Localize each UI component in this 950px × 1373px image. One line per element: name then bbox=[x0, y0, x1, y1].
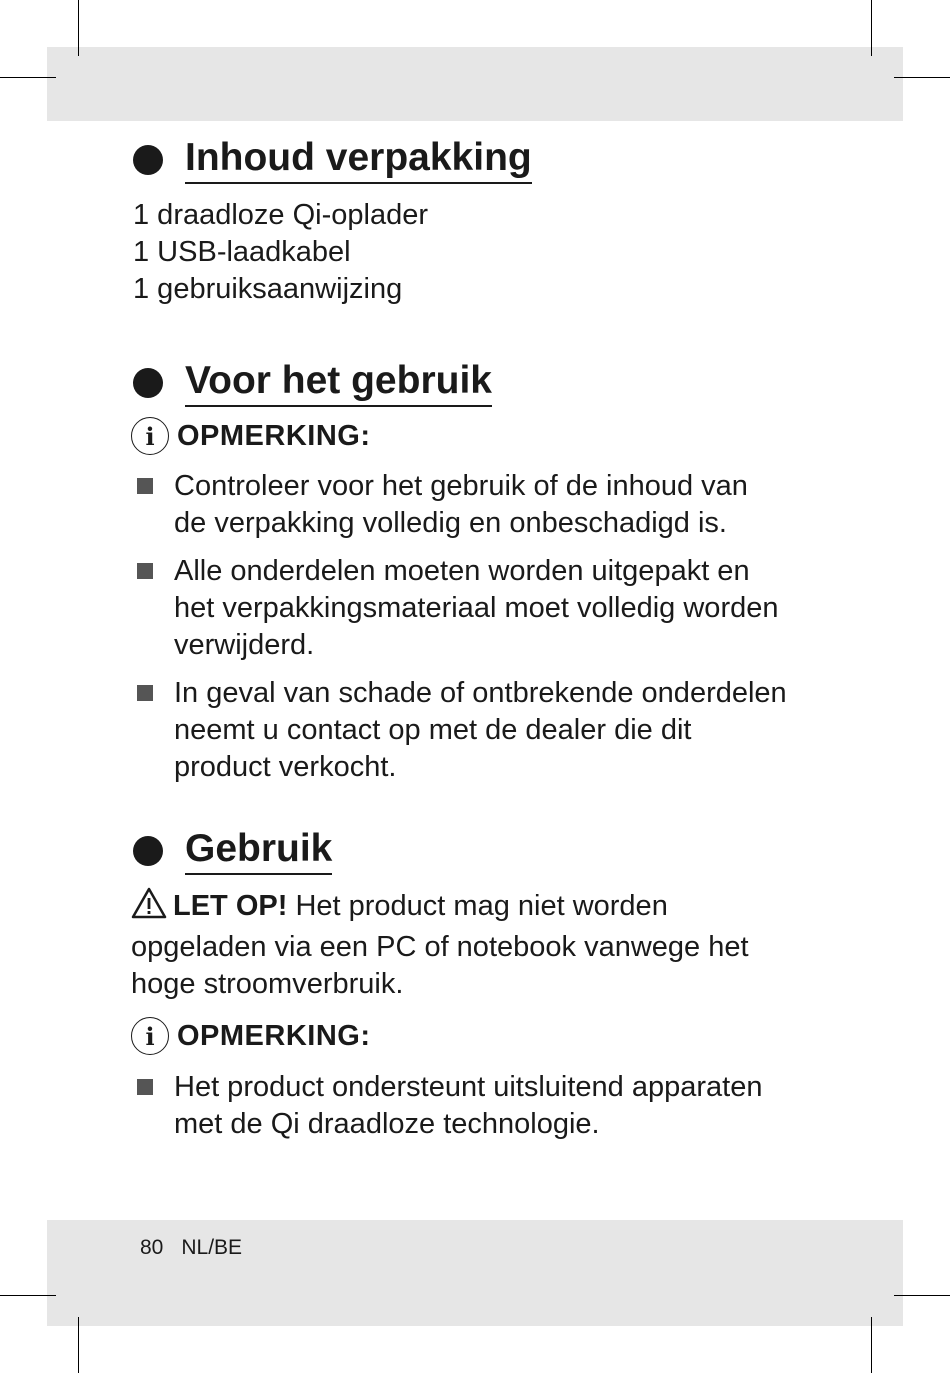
warning-text: Het product mag niet worden bbox=[287, 890, 668, 922]
contents-item: 1 USB-laadkabel bbox=[133, 236, 351, 268]
crop-mark bbox=[871, 0, 872, 56]
bullet-line: Controleer voor het gebruik of de inhoud van bbox=[174, 470, 748, 502]
warning-triangle-icon bbox=[131, 887, 167, 929]
square-bullet-icon bbox=[137, 478, 153, 494]
note-label: OPMERKING: bbox=[177, 1019, 371, 1052]
warning-text: hoge stroomverbruik. bbox=[131, 968, 404, 1000]
warning-block bbox=[131, 887, 811, 1003]
locale-label: NL/BE bbox=[181, 1236, 243, 1259]
contents-item: 1 draadloze Qi-oplader bbox=[133, 199, 429, 231]
bullet-line: neemt u contact op met de dealer die dit bbox=[174, 714, 692, 746]
note-label: OPMERKING: bbox=[177, 419, 371, 452]
list-item bbox=[137, 553, 797, 664]
section-title: Voor het gebruik bbox=[185, 359, 492, 407]
bullet-line: het verpakkingsmateriaal moet volledig worden bbox=[174, 592, 779, 624]
info-icon: i bbox=[131, 417, 169, 455]
crop-mark bbox=[0, 77, 56, 78]
warning-label: LET OP! bbox=[173, 890, 288, 922]
crop-mark bbox=[0, 1295, 56, 1296]
square-bullet-icon bbox=[137, 685, 153, 701]
bullet-line: Alle onderdelen moeten worden uitgepakt en bbox=[174, 555, 750, 587]
list-item bbox=[137, 1069, 797, 1143]
section-title: Inhoud verpakking bbox=[185, 136, 532, 184]
square-bullet-icon bbox=[137, 1079, 153, 1095]
list-item bbox=[137, 675, 797, 786]
bullet-line: met de Qi draadloze technologie. bbox=[174, 1108, 600, 1140]
bullet-line: verwijderd. bbox=[174, 629, 315, 661]
crop-mark bbox=[78, 1317, 79, 1373]
crop-mark bbox=[871, 1317, 872, 1373]
filled-circle-icon bbox=[133, 836, 163, 866]
bullet-line: product verkocht. bbox=[174, 751, 397, 783]
header-band bbox=[47, 47, 903, 121]
bullet-line: Het product ondersteunt uitsluitend apparaten bbox=[174, 1071, 763, 1103]
filled-circle-icon bbox=[133, 368, 163, 398]
section-title: Gebruik bbox=[185, 827, 332, 875]
filled-circle-icon bbox=[133, 145, 163, 175]
section-heading-contents bbox=[133, 136, 532, 184]
section-heading-use bbox=[133, 827, 332, 875]
section-heading-before-use bbox=[133, 359, 492, 407]
crop-mark bbox=[894, 1295, 950, 1296]
page-number: 80 bbox=[140, 1236, 164, 1259]
crop-mark bbox=[894, 77, 950, 78]
crop-mark bbox=[78, 0, 79, 56]
square-bullet-icon bbox=[137, 563, 153, 579]
warning-text: opgeladen via een PC of notebook vanwege het bbox=[131, 931, 749, 963]
bullet-line: de verpakking volledig en onbeschadigd is. bbox=[174, 507, 727, 539]
page-footer bbox=[140, 1236, 260, 1260]
info-icon: i bbox=[131, 1017, 169, 1055]
list-item bbox=[137, 468, 797, 542]
contents-item: 1 gebruiksaanwijzing bbox=[133, 273, 403, 305]
note-use bbox=[131, 1017, 371, 1055]
bullet-line: In geval van schade of ontbrekende onderdelen bbox=[174, 677, 787, 709]
note-before-use bbox=[131, 417, 371, 455]
